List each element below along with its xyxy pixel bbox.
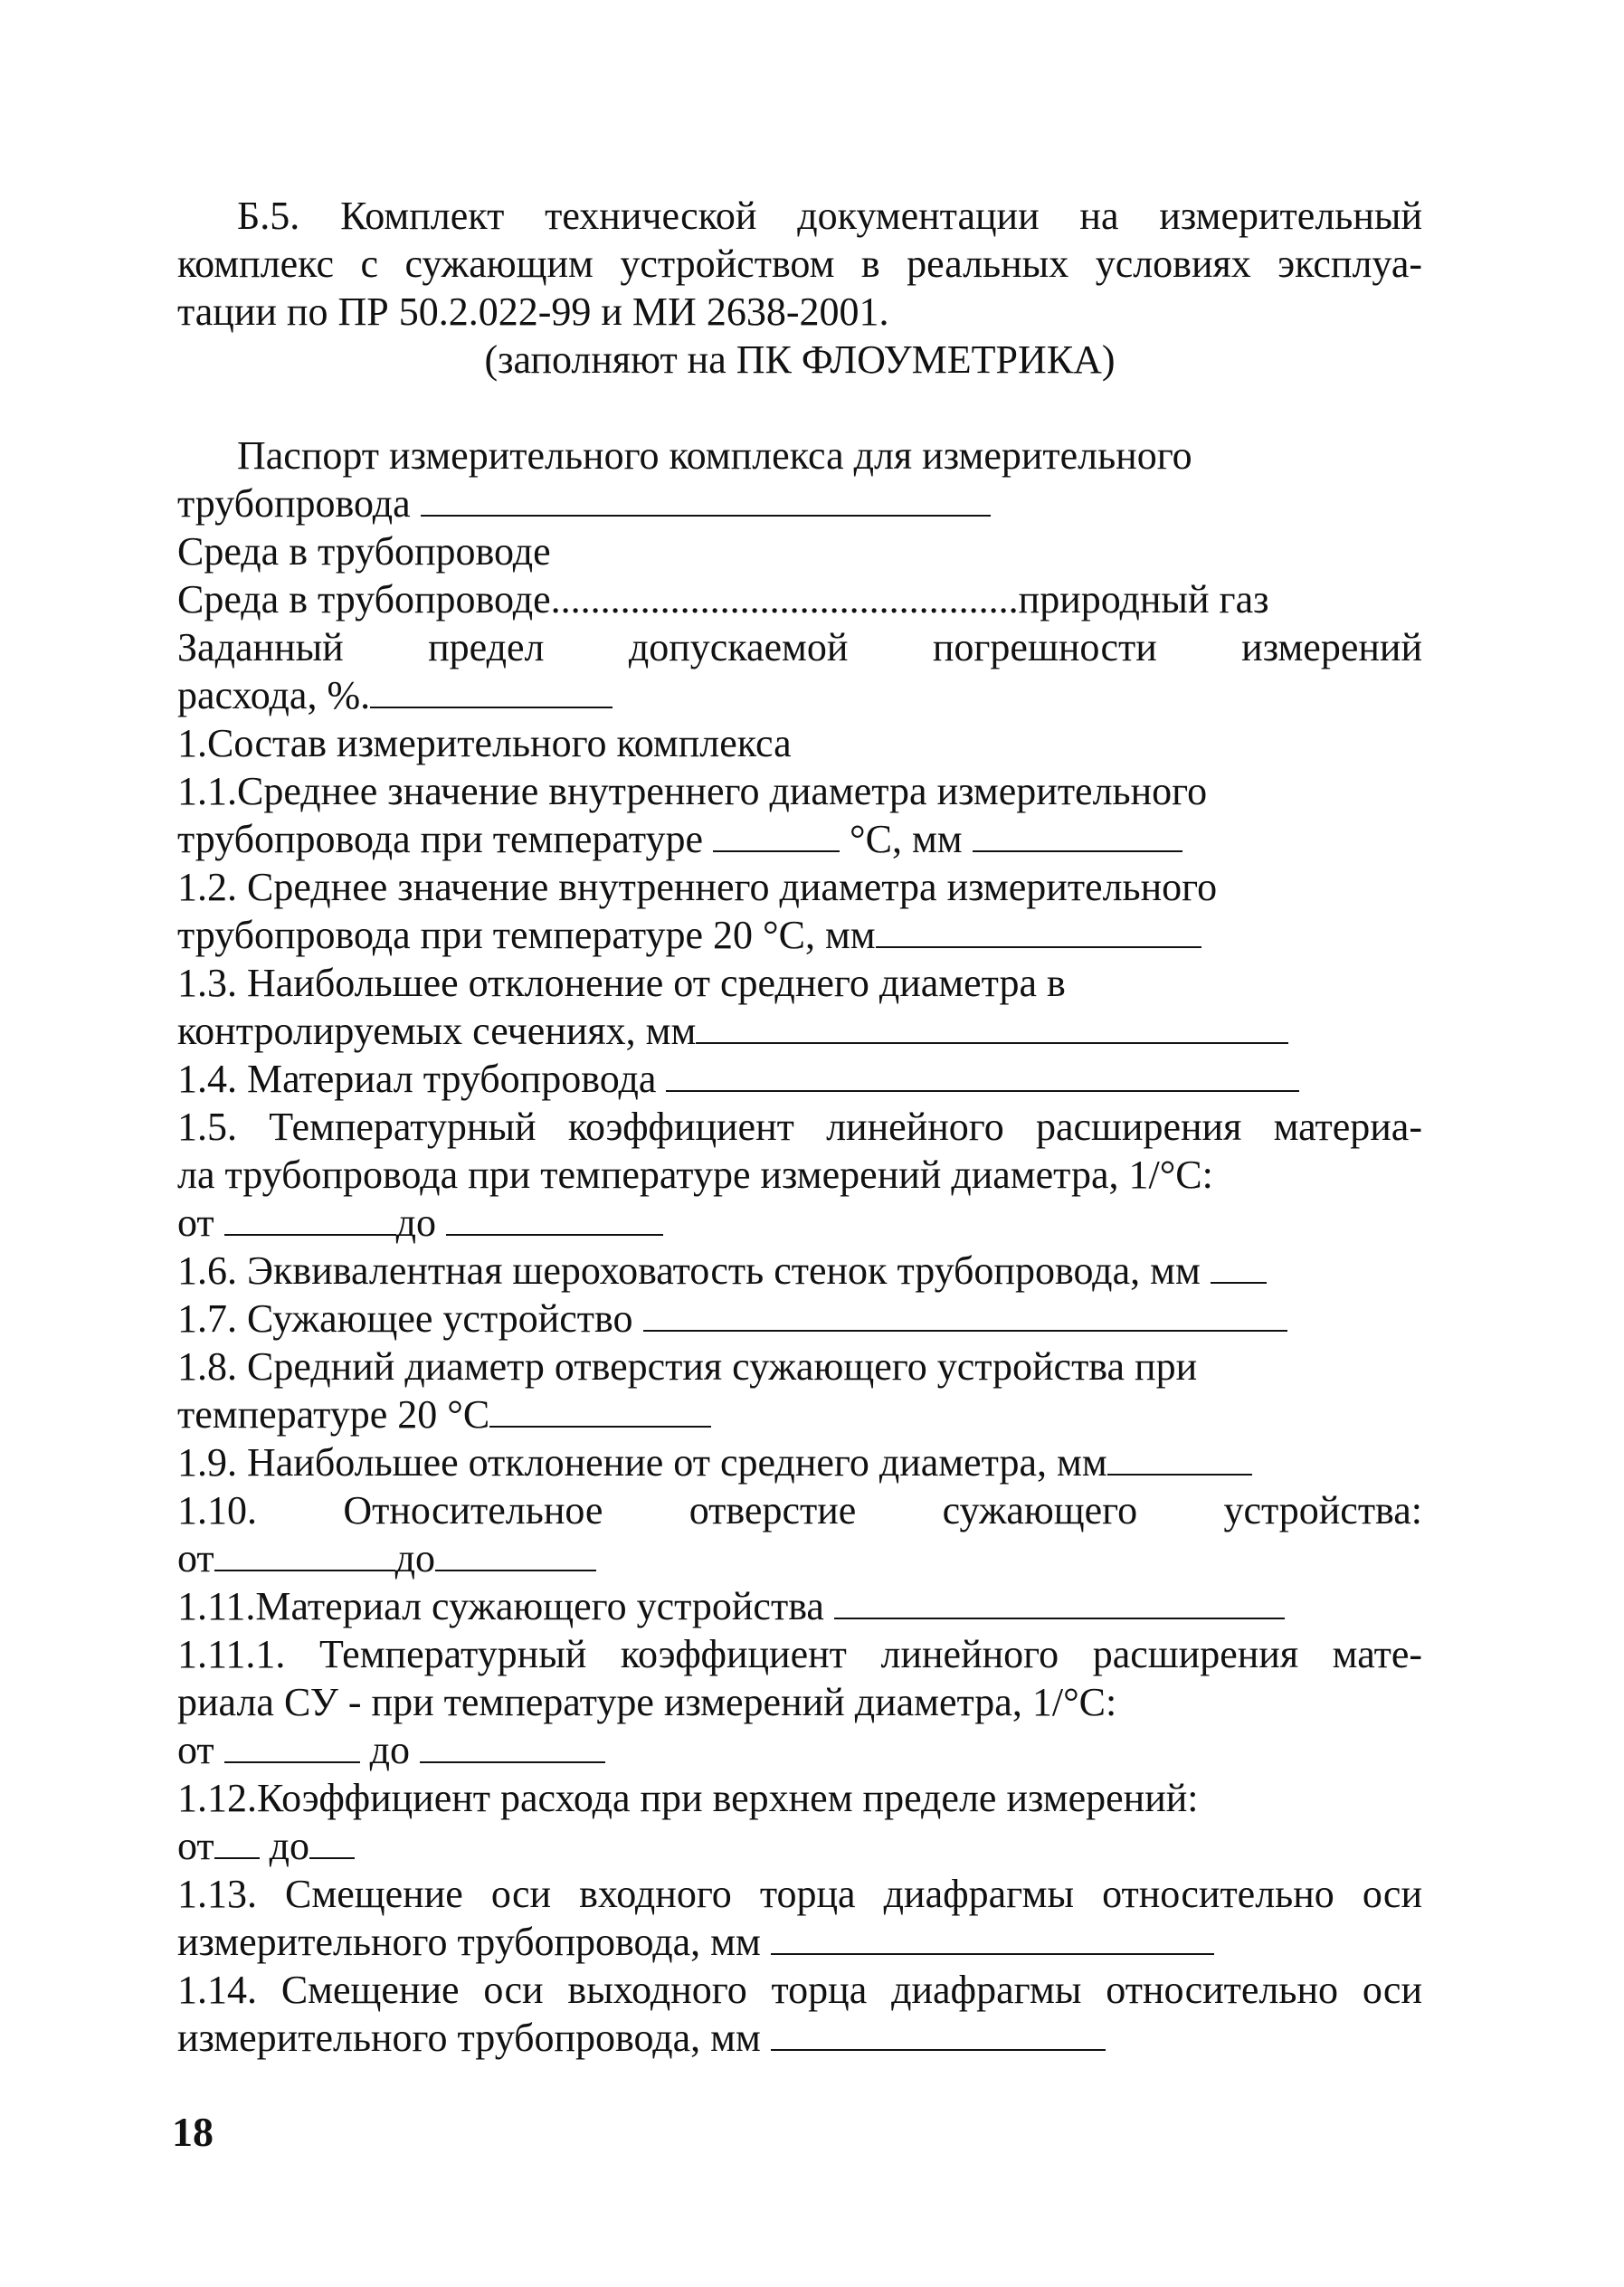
item-1-13-field[interactable] — [771, 1921, 1214, 1955]
item-1-2-line-1: 1.2. Среднее значение внутреннего диаметра измерительного — [177, 865, 1218, 909]
item-1-6-field[interactable] — [1211, 1249, 1267, 1284]
item-1-4-line-1 — [177, 1055, 1422, 1103]
item-1-2-label: трубопровода при температуре 20 °С, мм — [177, 913, 876, 957]
medium-label: Среда в трубопроводе — [177, 577, 551, 622]
item-1-10-from-label: от — [177, 1536, 214, 1580]
item-1-11-1-line-3 — [177, 1726, 1422, 1774]
item-1-1-temperature-field[interactable] — [713, 818, 840, 852]
item-1-6-line-1 — [177, 1247, 1422, 1295]
item-1-7-line-1 — [177, 1295, 1422, 1343]
item-1-14-field[interactable] — [771, 2017, 1106, 2051]
item-1-11-field[interactable] — [834, 1585, 1285, 1619]
medium-dots: ............................................... — [550, 577, 1019, 622]
error-limit-line-1: Заданный предел допускаемой погрешности измерений — [177, 625, 1422, 669]
item-1-8-line-2 — [177, 1390, 1422, 1438]
item-1-10-line-2 — [177, 1534, 1422, 1582]
item-1-12-from-field[interactable] — [214, 1825, 260, 1859]
item-1-10-line-1: 1.10. Относительное отверстие сужающего устройства: — [177, 1488, 1422, 1533]
item-1-11-1-from-field[interactable] — [224, 1729, 360, 1763]
medium-value: природный газ — [1018, 577, 1269, 622]
item-1-12-line-2 — [177, 1822, 1422, 1870]
item-1-13-label: измерительного трубопровода, мм — [177, 1920, 761, 1964]
item-1-9-line-1 — [177, 1438, 1422, 1486]
passport-title-label: трубопровода — [177, 481, 411, 526]
item-1-3-line-1: 1.3. Наибольшее отклонение от среднего диаметра в — [177, 961, 1066, 1005]
item-1-4-label: 1.4. Материал трубопровода — [177, 1057, 657, 1101]
header-line-3: тации по ПР 50.2.022-99 и МИ 2638-2001. — [177, 289, 889, 334]
item-1-14-line-2 — [177, 2014, 1422, 2062]
item-1-8-line-1: 1.8. Средний диаметр отверстия сужающего устройства при — [177, 1344, 1198, 1389]
item-1-10-to-field[interactable] — [435, 1537, 596, 1571]
item-1-13-line-1: 1.13. Смещение оси входного торца диафрагмы относительно оси — [177, 1872, 1422, 1916]
error-limit-field[interactable] — [370, 674, 613, 708]
document-page — [177, 192, 1422, 2062]
item-1-5-from-field[interactable] — [224, 1201, 396, 1236]
item-1-11-1-line-2: риала СУ - при температуре измерений диаметра, 1/°С: — [177, 1680, 1117, 1724]
error-limit-label: расхода, %. — [177, 673, 371, 717]
item-1-5-line-2: ла трубопровода при температуре измерений диаметра, 1/°С: — [177, 1153, 1213, 1197]
medium-heading: Среда в трубопроводе — [177, 529, 551, 574]
passport-title-line-1: Паспорт измерительного комплекса для измерительного — [237, 433, 1192, 478]
item-1-11-1-from-label: от — [177, 1728, 214, 1772]
header-line-2: комплекс с сужающим устройством в реальных условиях эксплуа- — [177, 242, 1422, 286]
passport-pipeline-field[interactable] — [421, 482, 991, 517]
item-1-1-diameter-field[interactable] — [973, 818, 1182, 852]
passport-title-line-2 — [177, 479, 1422, 527]
item-1-4-field[interactable] — [666, 1058, 1299, 1092]
header-line-4: (заполняют на ПК ФЛОУМЕТРИКА) — [484, 337, 1116, 382]
item-1-11-line-1 — [177, 1582, 1422, 1630]
section-1-title: 1.Состав измерительного комплекса — [177, 721, 792, 765]
item-1-6-label: 1.6. Эквивалентная шероховатость стенок трубопровода, мм — [177, 1248, 1201, 1293]
item-1-14-line-1: 1.14. Смещение оси выходного торца диафрагмы относительно оси — [177, 1968, 1422, 2012]
item-1-7-label: 1.7. Сужающее устройство — [177, 1296, 633, 1341]
item-1-11-label: 1.11.Материал сужающего устройства — [177, 1584, 824, 1628]
item-1-1-line-1: 1.1.Среднее значение внутреннего диаметра измерительного — [177, 769, 1208, 813]
item-1-11-1-to-field[interactable] — [420, 1729, 605, 1763]
item-1-2-field[interactable] — [876, 914, 1201, 948]
item-1-12-to-field[interactable] — [309, 1825, 355, 1859]
item-1-5-line-1: 1.5. Температурный коэффициент линейного расширения материа- — [177, 1105, 1422, 1149]
item-1-3-line-2 — [177, 1007, 1422, 1055]
item-1-1-line-2 — [177, 815, 1422, 863]
error-limit-line-2 — [177, 671, 1422, 719]
item-1-5-line-3 — [177, 1199, 1422, 1247]
item-1-12-to-label: до — [269, 1824, 310, 1868]
page-number: 18 — [172, 2109, 214, 2155]
item-1-5-from-label: от — [177, 1200, 214, 1245]
item-1-5-to-label: до — [395, 1200, 437, 1245]
item-1-11-1-line-1: 1.11.1. Температурный коэффициент линейного расширения мате- — [177, 1632, 1422, 1676]
item-1-8-label: температуре 20 °С — [177, 1392, 490, 1437]
item-1-9-label: 1.9. Наибольшее отклонение от среднего диаметра, мм — [177, 1440, 1107, 1485]
item-1-1-label-b: °С, мм — [850, 817, 963, 861]
item-1-12-from-label: от — [177, 1824, 214, 1868]
item-1-11-1-to-label: до — [369, 1728, 411, 1772]
item-1-7-field[interactable] — [643, 1297, 1287, 1332]
item-1-14-label: измерительного трубопровода, мм — [177, 2016, 761, 2060]
item-1-3-label: контролируемых сечениях, мм — [177, 1009, 697, 1053]
item-1-2-line-2 — [177, 911, 1422, 959]
item-1-9-field[interactable] — [1107, 1441, 1252, 1476]
item-1-8-field[interactable] — [489, 1393, 711, 1428]
item-1-10-to-label: до — [394, 1536, 436, 1580]
medium-line — [177, 575, 1422, 623]
header-line-1: Б.5. Комплект технической документации на измерительный — [237, 194, 1422, 238]
item-1-3-field[interactable] — [696, 1010, 1288, 1044]
item-1-10-from-field[interactable] — [214, 1537, 395, 1571]
item-1-12-line-1: 1.12.Коэффициент расхода при верхнем пределе измерений: — [177, 1776, 1199, 1820]
item-1-5-to-field[interactable] — [446, 1201, 663, 1236]
item-1-1-label-a: трубопровода при температуре — [177, 817, 704, 861]
spacer — [177, 384, 1422, 432]
item-1-13-line-2 — [177, 1918, 1422, 1966]
